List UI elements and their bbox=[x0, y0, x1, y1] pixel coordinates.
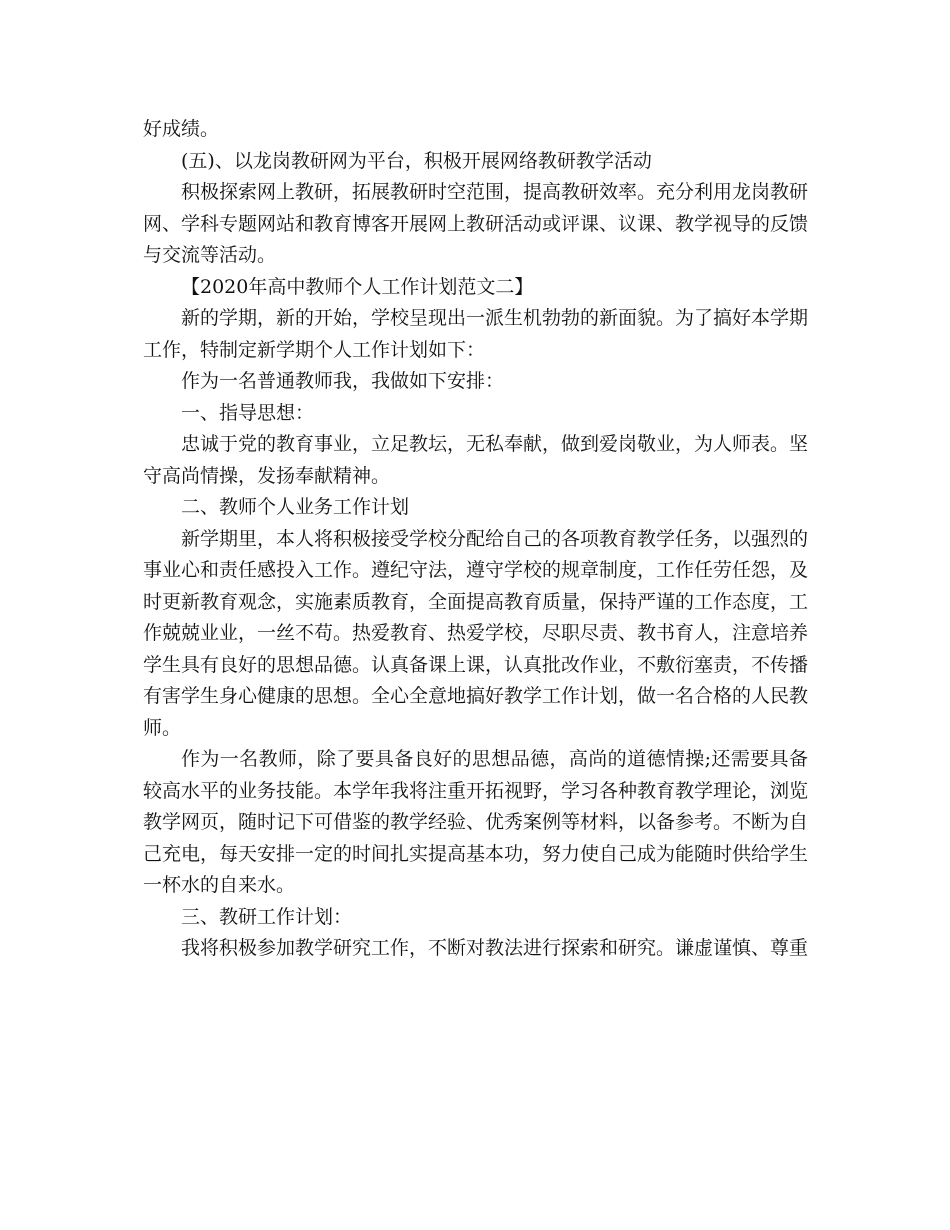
section-heading-2: 二、教师个人业务工作计划 bbox=[181, 496, 410, 518]
article-title: 【2020年高中教师个人工作计划范文二】 bbox=[181, 275, 534, 298]
paragraph-0: 好成绩。 bbox=[143, 118, 220, 140]
paragraph-9: 新学期里，本人将积极接受学校分配给自己的各项教育教学任务，以强烈的事业心和责任感投入工作。遵纪守法，遵守学校的规章制度，工作任劳任怨，及时更新教育观念，实施素质教育，全面提高教育质量，保持严谨的工作态度，工作兢兢业业，一丝不苟。热爱教育、热爱学校，尽职尽责、教书育人，注意培养学生具有良好的思想品德。认真备课上课，认真批改作业，不敷衍塞责，不传播有害学生身心健康的思想。全心全意地搞好教学工作计划，做一名合格的人民教师。 bbox=[143, 527, 809, 739]
paragraph-10: 作为一名教师，除了要具备良好的思想品德，高尚的道德情操;还需要具备较高水平的业务技能。本学年我将注重开拓视野，学习各种教育教学理论，浏览教学网页，随时记下可借鉴的教学经验、优秀案例等材料，以备参考。不断为自己充电，每天安排一定的时间扎实提高基本功，努力使自己成为能随时供给学生一杯水的自来水。 bbox=[143, 748, 809, 896]
paragraph-12: 我将积极参加教学研究工作，不断对教法进行探索和研究。谦虚谨慎、尊重 bbox=[181, 937, 809, 959]
section-heading-5: (五)、以龙岗教研网为平台，积极开展网络教研教学活动 bbox=[181, 149, 652, 172]
paragraph-4: 新的学期，新的开始，学校呈现出一派生机勃勃的新面貌。为了搞好本学期工作，特制定新学期个人工作计划如下： bbox=[143, 307, 809, 361]
paragraph-5: 作为一名普通教师我，我做如下安排： bbox=[181, 370, 505, 392]
section-heading-1: 一、指导思想： bbox=[181, 401, 315, 424]
paragraph-7: 忠诚于党的教育事业，立足教坛，无私奉献，做到爱岗敬业，为人师表。坚守高尚情操，发扬奉献精神。 bbox=[143, 433, 809, 487]
document-body bbox=[143, 114, 808, 965]
paragraph-2: 积极探索网上教研，拓展教研时空范围，提高教研效率。充分利用龙岗教研网、学科专题网站和教育博客开展网上教研活动或评课、议课、教学视导的反馈与交流等活动。 bbox=[143, 181, 809, 266]
section-heading-3: 三、教研工作计划： bbox=[181, 905, 353, 928]
